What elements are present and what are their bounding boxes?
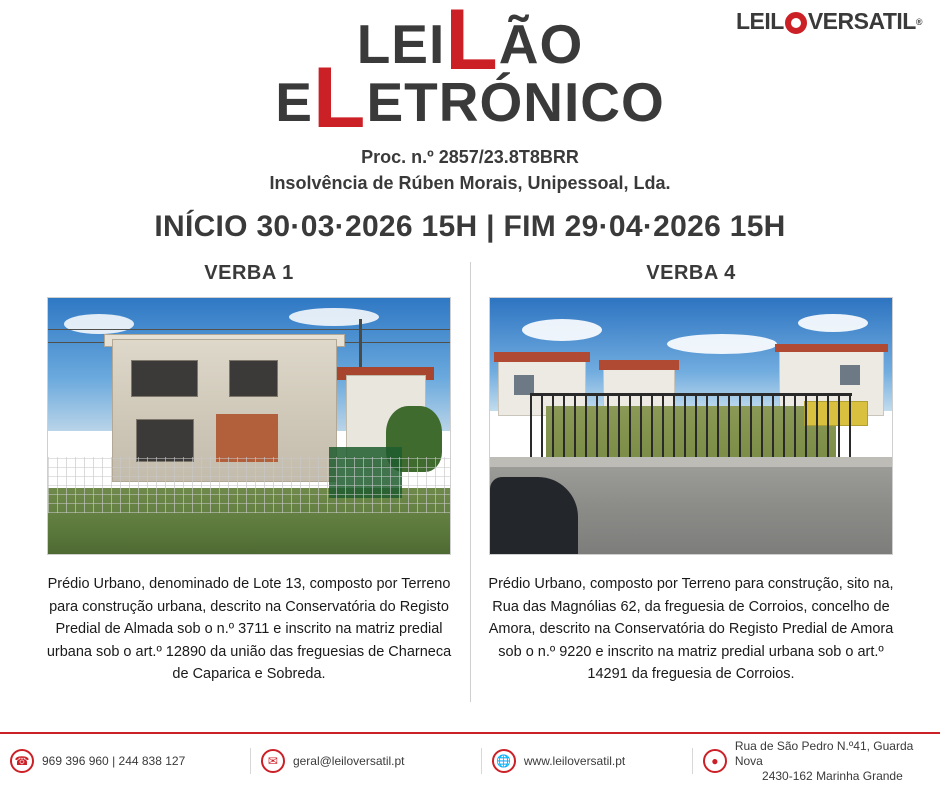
photo-2-iron-railing	[530, 393, 852, 462]
photo-2-cloud-a	[522, 319, 602, 341]
footer-website-text: www.leiloversatil.pt	[523, 754, 626, 768]
logo-text-versatil: VERSATIL	[807, 8, 916, 34]
lots-divider	[470, 262, 471, 702]
insolvency-entity: Insolvência de Rúben Morais, Unipessoal, Lda.	[269, 173, 671, 194]
verba-4-photo	[489, 297, 893, 555]
footer-phone[interactable]	[0, 749, 250, 773]
title-part-e: E	[275, 70, 313, 133]
title-part-etronico: ETRÓNICO	[366, 70, 665, 133]
footer-bar	[0, 732, 940, 788]
verba-1-photo	[47, 297, 451, 555]
photo-2-roof-left	[494, 352, 590, 362]
title-part-lei: LEI	[356, 13, 446, 75]
photo-2-cloud-c	[798, 314, 868, 332]
lot-verba-1	[28, 262, 470, 685]
photo-1-cloud-a	[64, 314, 134, 334]
footer-email[interactable]	[251, 749, 481, 773]
envelope-icon: ✉	[261, 749, 285, 773]
phone-icon: ☎	[10, 749, 34, 773]
title-line-1	[0, 0, 940, 88]
footer-address	[693, 739, 940, 784]
photo-2-window-right	[840, 365, 860, 385]
footer-address-line-2: 2430-162 Marinha Grande	[762, 768, 903, 783]
photo-2-roof-mid	[599, 360, 679, 370]
lot-verba-4	[470, 262, 912, 685]
lot-1-title: VERBA 1	[204, 262, 294, 285]
photo-1-window-a	[131, 360, 198, 397]
photo-2-roof-right	[775, 344, 888, 352]
footer-website[interactable]	[482, 749, 692, 773]
photo-1-brickwork	[216, 414, 278, 462]
map-pin-icon: ●	[703, 749, 727, 773]
footer-email-text: geral@leiloversatil.pt	[292, 754, 405, 768]
title-accent-l-top: L	[445, 0, 499, 88]
title-accent-l-bottom: L	[312, 49, 367, 146]
footer-phone-text: 969 396 960 | 244 838 127	[42, 754, 186, 768]
lot-4-title: VERBA 4	[646, 262, 736, 285]
title-part-ao: ÃO	[498, 13, 584, 75]
logo-text-leil: LEIL	[735, 8, 784, 34]
lot-4-description: Prédio Urbano, composto por Terreno para construção, sito na, Rua das Magnólias 62, da freguesia de Corroios, concelho de Amora, descrito na Conservatória do Registo Predial de Amora sob o n.º 9220 e inscrito na matriz predial urbana sob o art.º 14291 da freguesia de Corroios.	[488, 576, 894, 683]
photo-1-mesh-fence	[48, 457, 450, 513]
photo-1-window-b	[229, 360, 278, 397]
photo-1-window-c	[136, 419, 194, 461]
registered-mark: ®	[915, 16, 922, 27]
process-number: Proc. n.º 2857/23.8T8BRR	[361, 146, 579, 167]
lot-1-description: Prédio Urbano, denominado de Lote 13, composto por Terreno para construção urbana, descrito na Conservatória do Registo Predial de Almada sob o n.º 3711 e inscrito na matriz predial urbana sob o art.º 12890 da união das freguesias de Charneca de Caparica e Sobreda.	[46, 576, 452, 683]
photo-2-car-foreground	[490, 477, 578, 554]
auction-dates: INÍCIO 30·03·2026 15H | FIM 29·04·2026 15H	[154, 210, 786, 244]
photo-1-wire-a	[48, 329, 450, 330]
footer-address-lines	[735, 739, 930, 784]
lots-container	[0, 262, 940, 685]
process-info	[0, 144, 940, 196]
photo-2-cloud-b	[667, 334, 777, 354]
globe-icon: 🌐	[492, 749, 516, 773]
photo-2-kerb	[490, 457, 892, 467]
title-block	[0, 0, 940, 146]
footer-address-line-1: Rua de São Pedro N.º41, Guarda Nova	[734, 738, 914, 768]
